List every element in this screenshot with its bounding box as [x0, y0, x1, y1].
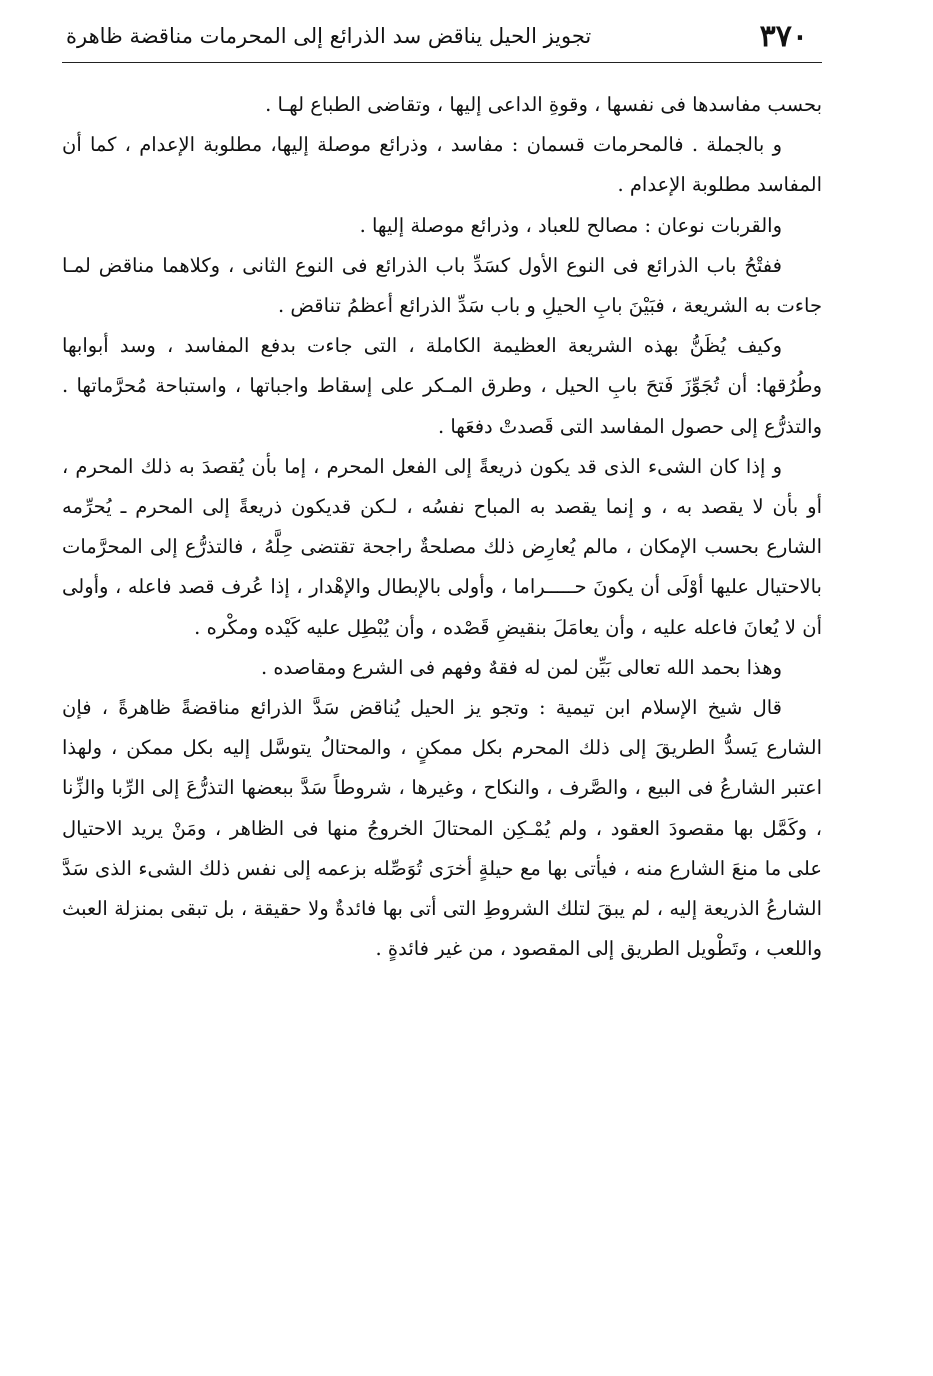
- page-number: ٣٧٠: [759, 18, 808, 54]
- paragraph: وهذا بحمد الله تعالى بَيِّن لمن له فقهٌ وفهم فى الشرع ومقاصده .: [260, 655, 782, 679]
- running-title: تجويز الحيل يناقض سد الذرائع إلى المحرمات مناقضة ظاهرة: [66, 24, 592, 48]
- paragraph: وكيف يُظَنُّ بهذه الشريعة العظيمة الكاملة ، التى جاءت بدفع المفاسد ، وسد أبوابها وطُرُقها: أن تُجَوِّزَ فَتحَ بابِ الحيل ، وطرق المـكر على إسقاط واجباتها ، واستباحة مُحرَّماتها . والتذرُّع إلى حصول المفاسد التى قَصدتْ دفعَها .: [62, 334, 822, 438]
- paragraph: قال شيخ الإسلام ابن تيمية : وتجو يز الحيل يُناقض سَدَّ الذرائع مناقضةً ظاهرةً ، فإن الشارع يَسدُّ الطريقَ إلى ذلك المحرم بكل ممكنٍ ، والمحتالُ يتوسَّل إليه بكل ممكن ، ولهذا اعتبر الشارعُ فى البيع ، والصَّرف ، والنكاح ، وغيرها ، شروطاً سَدَّ ببعضها التذرُّعَ إلى الرِّبا والزِّنا ، وكَمَّل بها مقصودَ العقود ، ولم يُمْـكِن المحتالَ الخروجُ منها فى الظاهر ، ومَنْ يريد الاحتيال على ما منعَ الشارع منه ، فيأتى بها مع حيلةٍ أخرَى تُوَصِّله بزعمه إلى نفس ذلك الشىء الذى سَدَّ الشارعُ الذريعة إليه ، لم يبقَ لتلك الشروطِ التى أتى بها فائدةٌ ولا حقيقة ، بل تبقى بمنزلة العبث واللعب ، وتَطْويل الطريق إلى المقصود ، من غير فائدةٍ .: [62, 696, 822, 961]
- paragraph: و بالجملة . فالمحرمات قسمان : مفاسد ، وذرائع موصلة إليها، مطلوبة الإعدام ، كما أن المفاسد مطلوبة الإعدام .: [62, 133, 822, 197]
- body-text: [62, 85, 822, 969]
- paragraph: بحسب مفاسدها فى نفسها ، وقوةِ الداعى إليها ، وتقاضى الطباع لهـا .: [265, 93, 822, 116]
- paragraph: والقربات نوعان : مصالح للعباد ، وذرائع موصلة إليها .: [359, 213, 782, 237]
- book-page: [62, 10, 822, 1360]
- paragraph: ففتْحُ باب الذرائع فى النوع الأول كسَدِّ باب الذرائع فى النوع الثانى ، وكلاهما مناقض لمـا جاءت به الشريعة ، فبَيْنَ بابِ الحيلِ و باب سَدِّ الذرائع أعظمُ تناقض .: [62, 253, 822, 318]
- page-header: [62, 10, 822, 63]
- paragraph: و إذا كان الشىء الذى قد يكون ذريعةً إلى الفعل المحرم ، إما بأن يُقصدَ به ذلك المحرم ، أو بأن لا يقصد به ، و إنما يقصد به المباح نفسُه ، لـكن قديكون ذريعةً إلى المحرم ـ يُحرِّمه الشارع بحسب الإمكان ، مالم يُعارِض ذلك مصلحةٌ راجحة تقتضى حِلَّهُ ، فالتذرُّع إلى المحرَّمات بالاحتيال عليها أوْلَى أن يكونَ حـــــراما ، وأولى بالإبطال والإهْدار ، إذا عُرف قصد فاعله ، وأولى أن لا يُعانَ فاعله عليه ، وأن يعامَلَ بنقيضِ قَصْده ، وأن يُبْطِل عليه كَيْده ومكْره .: [62, 454, 822, 639]
